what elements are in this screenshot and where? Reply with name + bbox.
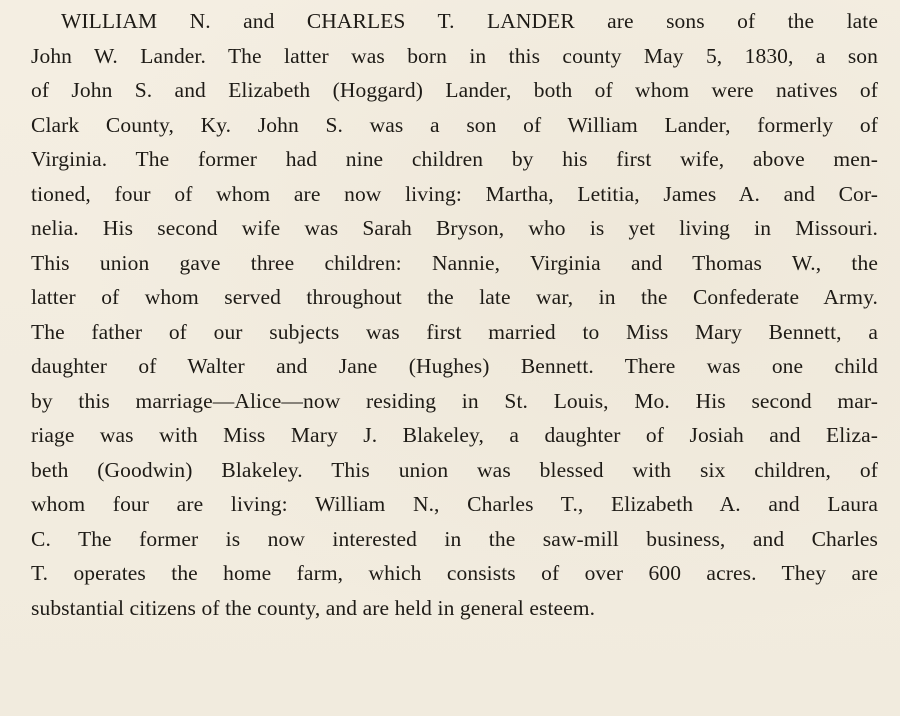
text-line: This union gave three children: Nannie, Virginia and Thomas W., the xyxy=(31,250,878,275)
text-line: John W. Lander. The latter was born in this county May 5, 1830, a son xyxy=(31,43,878,68)
text-line: of John S. and Elizabeth (Hoggard) Lander, both of whom were natives of xyxy=(31,78,878,102)
text-line: latter of whom served throughout the late war, in the Confederate Army. xyxy=(31,285,878,309)
text-line: by this marriage—Alice—now residing in St. Louis, Mo. His second mar- xyxy=(31,388,878,413)
text-line: Virginia. The former had nine children by his first wife, above men- xyxy=(31,147,878,171)
text-line: daughter of Walter and Jane (Hughes) Bennett. There was one child xyxy=(31,354,878,378)
text-line: nelia. His second wife was Sarah Bryson, who is yet living in Missouri. xyxy=(31,216,878,240)
text-line: riage was with Miss Mary J. Blakeley, a daughter of Josiah and Eliza- xyxy=(31,423,878,447)
text-line: C. The former is now interested in the saw-mill business, and Charles xyxy=(31,526,878,551)
text-line: WILLIAM N. and CHARLES T. LANDER are sons of the late xyxy=(61,9,878,33)
biography-paragraph xyxy=(31,4,878,625)
text-line: substantial citizens of the county, and are held in general esteem. xyxy=(31,595,596,620)
text-line: tioned, four of whom are now living: Martha, Letitia, James A. and Cor- xyxy=(31,181,878,206)
text-line: Clark County, Ky. John S. was a son of William Lander, formerly of xyxy=(31,112,878,137)
text-line: beth (Goodwin) Blakeley. This union was blessed with six children, of xyxy=(31,457,878,482)
text-line: whom four are living: William N., Charles T., Elizabeth A. and Laura xyxy=(31,492,878,516)
text-line: The father of our subjects was first married to Miss Mary Bennett, a xyxy=(31,319,878,344)
text-line: T. operates the home farm, which consists of over 600 acres. They are xyxy=(31,561,878,585)
